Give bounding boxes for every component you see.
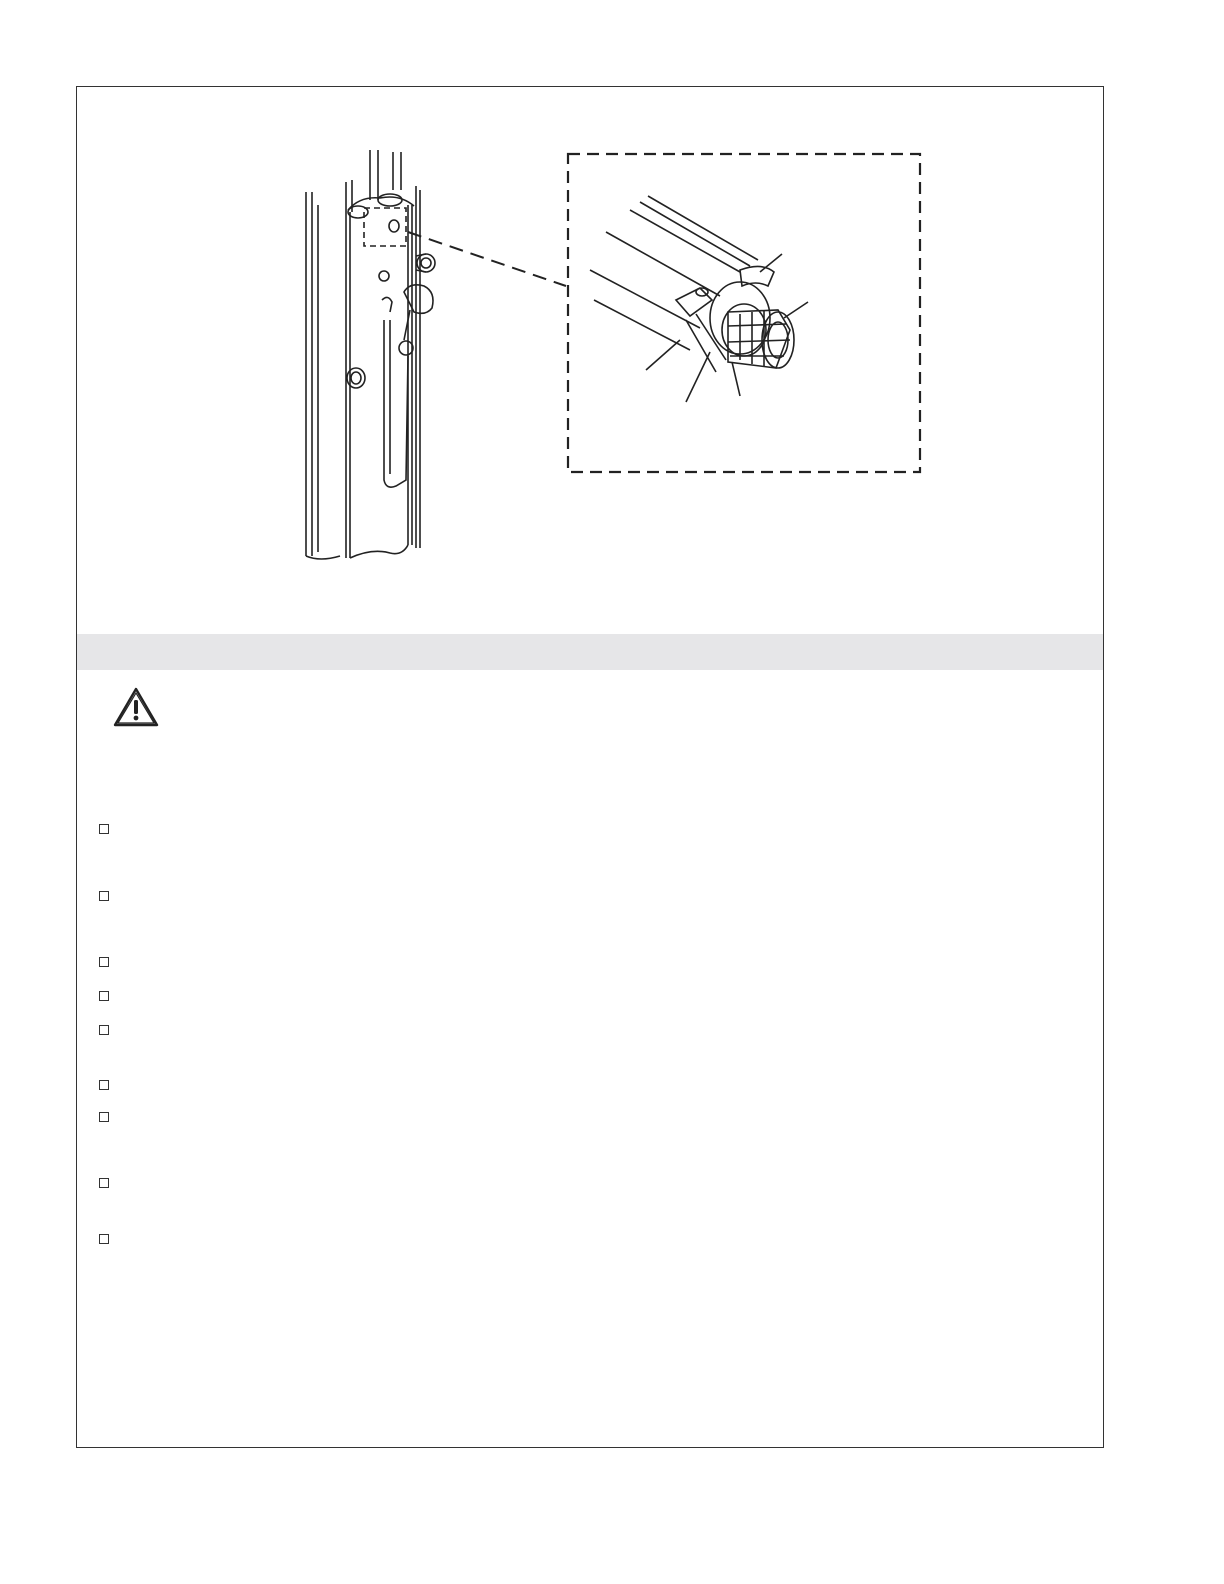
guide-line — [408, 232, 566, 286]
installation-figure — [0, 0, 1224, 640]
valve-fitting-detail-icon — [568, 154, 920, 472]
warning-triangle-icon — [112, 686, 160, 728]
checklist-checkbox-2[interactable] — [99, 891, 109, 901]
shower-column-icon — [306, 150, 435, 559]
checklist-checkbox-6[interactable] — [99, 1080, 109, 1090]
checklist-checkbox-4[interactable] — [99, 991, 109, 1001]
section-header-band — [77, 634, 1103, 670]
checklist-checkbox-3[interactable] — [99, 957, 109, 967]
checklist-checkbox-9[interactable] — [99, 1234, 109, 1244]
checklist-checkbox-5[interactable] — [99, 1025, 109, 1035]
checklist-checkbox-8[interactable] — [99, 1178, 109, 1188]
checklist-checkbox-1[interactable] — [99, 824, 109, 834]
checklist-checkbox-7[interactable] — [99, 1112, 109, 1122]
